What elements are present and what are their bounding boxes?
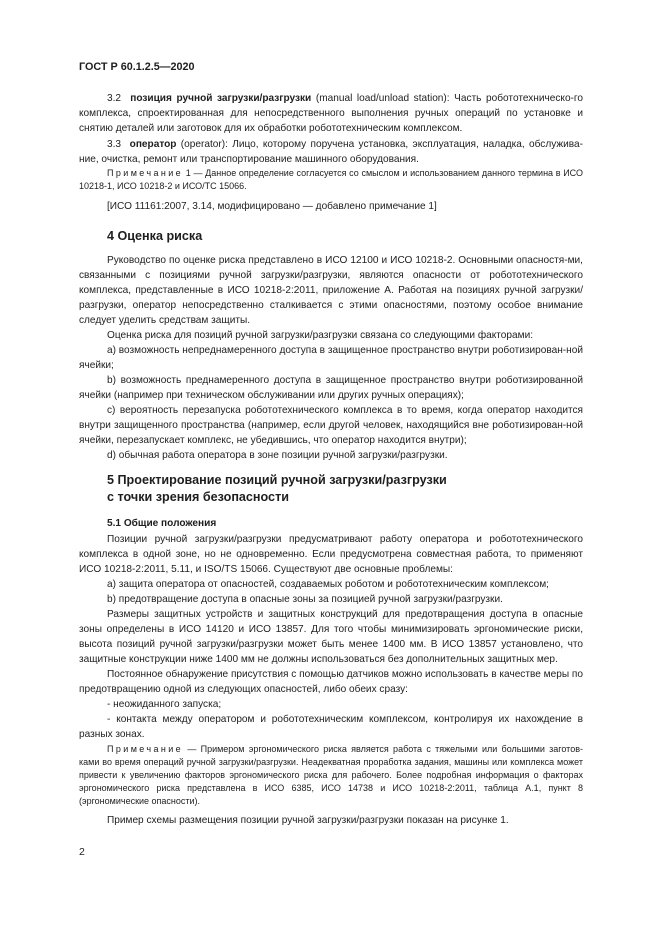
paragraph: Постоянное обнаружение присутствия с помощью датчиков можно использовать в качестве меры по предотвращению одной из следующих опасностей, либо обеих сразу: [79, 669, 583, 695]
definition-text: (operator): Лицо, которому поручена установка, эксплуатация, наладка, обслужива-ние, очистка, ремонт или транспортирование машинного оборудования. [79, 139, 584, 165]
clause-3-2 [79, 91, 583, 136]
list-item: а) возможность непреднамеренного доступа в защищенное пространство внутри роботизирован-ной ячейки; [79, 345, 583, 371]
clause-number: 3.3 [107, 139, 122, 150]
term: оператор [129, 139, 177, 150]
clause-number: 3.2 [107, 93, 122, 104]
figure-reference [79, 813, 583, 828]
list-item: c) вероятность перезапуска робототехнического комплекса в то время, когда оператор находится внутри защищенного пространства (например, если другой человек, находящийся вне роботизирован-ной ячейки, перезапускает комплекс, не убедившись, что оператор находится внутри); [79, 405, 583, 446]
section-5-title-line1: 5 Проектирование позиций ручной загрузки/разгрузки [107, 473, 447, 487]
paragraph: Позиции ручной загрузки/разгрузки предусматривают работу оператора и робототехнического комплекса в одной зоне, но не одновременно. Если предусмотрена совместная работа, то применяют ИСО 10218-2:2011, 5.11, и ISO/TS 15066. Существуют две основные проблемы: [79, 534, 583, 575]
paragraph: Оценка риска для позиций ручной загрузки/разгрузки связана со следующими факторами: [107, 330, 534, 341]
note-label: Примечание [107, 168, 184, 178]
dash-item: - неожиданного запуска; [107, 699, 222, 710]
page-number: 2 [79, 846, 85, 858]
subsection-5-1-title: 5.1 Общие положения [107, 518, 217, 529]
note-text: — Примером эргономического риска является работа с тяжелыми или большими заготов-ками во время операций ручной загрузки/разгрузки. Неадекватная проработка задания, машины или комплекса может привести к увеличению факторов эргономического риска для рабочего. Более подробная информация о факторах эргономического риска представлена в ИСО 6385, ИСО 14738 и ИСО 10218-2:2011, таблица А.1, пункт 8 (эргономические опасности). [79, 744, 583, 806]
note-ergonomic [79, 743, 583, 808]
list-item: b) возможность преднамеренного доступа в защищенное пространство внутри роботизированной ячейки (например при техническом обслуживании или других ручных операциях); [79, 375, 583, 401]
note-1 [79, 167, 583, 193]
term: позиция ручной загрузки/разгрузки [130, 93, 312, 104]
list-item: d) обычная работа оператора в зоне позиции ручной загрузки/разгрузки. [107, 450, 448, 461]
reference-text: [ИСО 11161:2007, 3.14, модифицировано — добавлено примечание 1] [107, 201, 437, 212]
paragraph: Пример схемы размещения позиции ручной загрузки/разгрузки показан на рисунке 1. [107, 815, 509, 826]
document-header: ГОСТ Р 60.1.2.5—2020 [79, 61, 195, 73]
section-5-body [79, 532, 583, 742]
paragraph: Руководство по оценке риска представлено в ИСО 12100 и ИСО 10218-2. Основными опасностя-ми, связанными с позициями ручной загрузки/разгрузки, являются опасности от робототехнического комплекса, представленные в ИСО 10218-2:2011, приложение А. Работая на позициях ручной загрузки/разгрузки, оператор непосредственно сталкивается с этими опасностями, поэтому особое внимание следует уделить средствам защиты. [79, 255, 583, 326]
section-4-body [79, 253, 583, 463]
definition-text: (manual load/unload station): Часть робототехническо-го комплекса, спроектированная для непосредственного выполнения ручных операций по установке и снятию деталей или заготовок для их обработки робототехническим комплексом. [79, 93, 583, 134]
clause-3-3 [79, 137, 583, 167]
reference [79, 199, 583, 214]
list-item: b) предотвращение доступа в опасные зоны за позицией ручной загрузки/разгрузки. [107, 594, 503, 605]
note-text: 1 — Данное определение согласуется со смыслом и использованием данного термина в ИСО 10218-1, ИСО 10218-2 и ИСО/TC 15066. [79, 168, 583, 191]
dash-item: - контакта между оператором и робототехническим комплексом, контролируя их нахождение в разных зонах. [79, 714, 583, 740]
note-label: Примечание [107, 744, 184, 754]
section-4-title: 4 Оценка риска [107, 229, 203, 243]
section-5-title-line2: с точки зрения безопасности [107, 490, 289, 504]
list-item: а) защита оператора от опасностей, создаваемых роботом и робототехническим комплексом; [107, 579, 549, 590]
paragraph: Размеры защитных устройств и защитных конструкций для предотвращения доступа в опасные зоны определены в ИСО 14120 и ИСО 13857. Для того чтобы минимизировать эргономические риски, высота позиций ручной загрузки/разгрузки может быть менее 1400 мм. В ИСО 13857 установлено, что защитные конструкции ниже 1400 мм не должны использоваться без дополнительных защитных мер. [79, 609, 583, 665]
